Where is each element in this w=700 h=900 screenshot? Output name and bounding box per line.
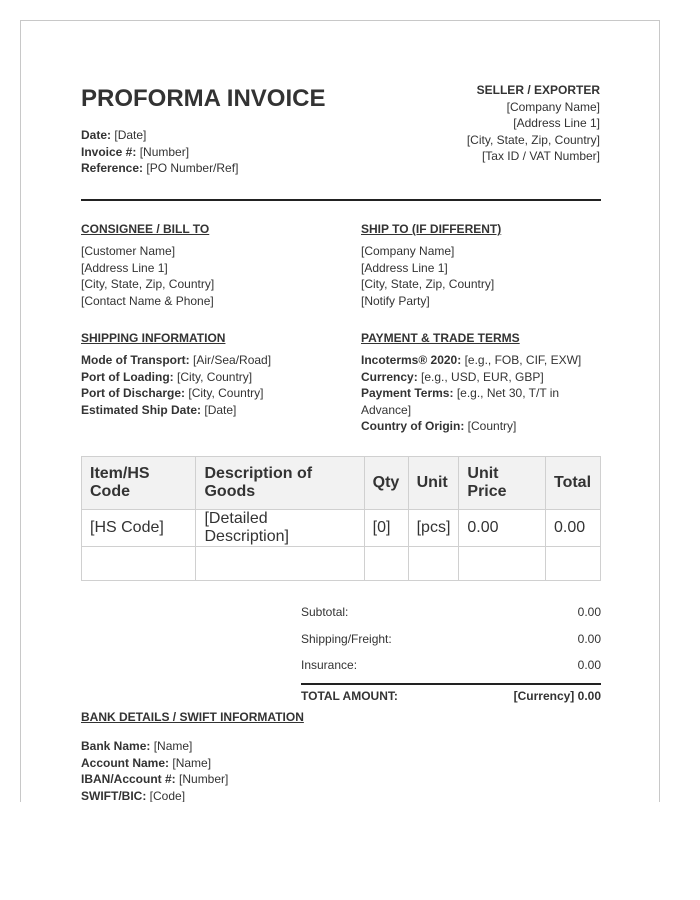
- seller-line: [Address Line 1]: [513, 116, 600, 130]
- table-cell: [459, 547, 546, 581]
- total-label: TOTAL AMOUNT:: [301, 688, 398, 703]
- meta-reference-label: Reference:: [81, 161, 144, 175]
- table-cell: [Detailed Description]: [196, 510, 364, 547]
- field-label: Country of Origin:: [361, 419, 465, 433]
- consignee-line: [Address Line 1]: [81, 260, 168, 275]
- subtotal-value: 0.00: [577, 605, 601, 619]
- field-label: Port of Discharge:: [81, 386, 186, 400]
- ship-to-block: [361, 243, 494, 309]
- meta-reference-value: [PO Number/Ref]: [146, 161, 239, 175]
- table-header-row: [82, 457, 601, 510]
- shipping-field: [81, 385, 271, 402]
- table-cell: 0.00: [459, 510, 546, 547]
- ship-to-line: [Company Name]: [361, 244, 455, 258]
- table-cell: 0.00: [545, 510, 600, 547]
- meta-date-value: [Date]: [114, 128, 147, 142]
- totals-block: [301, 605, 601, 715]
- field-label: Incoterms® 2020:: [361, 353, 462, 367]
- ship-to-line: [City, State, Zip, Country]: [361, 277, 495, 291]
- field-value: [City, Country]: [188, 386, 264, 400]
- header-divider: [81, 199, 601, 201]
- ship-to-line: [Notify Party]: [361, 293, 430, 308]
- shipping-value: 0.00: [577, 631, 601, 646]
- table-row: [82, 510, 601, 547]
- field-value: [e.g., FOB, CIF, EXW]: [464, 353, 582, 367]
- bank-block: [81, 738, 228, 802]
- shipping-field: [81, 402, 271, 419]
- seller-block: [467, 82, 600, 165]
- seller-line: [Tax ID / VAT Number]: [481, 149, 600, 163]
- column-header: Unit: [408, 457, 459, 510]
- consignee-block: [81, 243, 214, 309]
- subtotal-label: Subtotal:: [301, 605, 349, 619]
- table-cell: [HS Code]: [82, 510, 196, 547]
- invoice-meta: [81, 127, 238, 177]
- seller-line: [Company Name]: [506, 99, 600, 114]
- field-label: Mode of Transport:: [81, 353, 190, 367]
- meta-date-label: Date:: [81, 128, 112, 142]
- total-row: [301, 683, 601, 716]
- field-value: [Date]: [204, 402, 237, 417]
- invoice-title: PROFORMA INVOICE: [81, 85, 326, 112]
- field-value: [Name]: [153, 739, 193, 753]
- ship-to-heading: SHIP TO (IF DIFFERENT): [361, 222, 502, 236]
- consignee-line: [Customer Name]: [81, 244, 176, 258]
- bank-field: [81, 788, 228, 803]
- column-header: Qty: [364, 457, 408, 510]
- seller-line: [City, State, Zip, Country]: [466, 132, 600, 147]
- field-value: [Number]: [179, 772, 229, 786]
- bank-field: [81, 755, 228, 772]
- field-label: Port of Loading:: [81, 369, 174, 384]
- seller-heading: SELLER / EXPORTER: [476, 83, 600, 97]
- table-cell: [196, 547, 364, 581]
- payment-heading: PAYMENT & TRADE TERMS: [361, 331, 520, 345]
- meta-invoice-number: [81, 144, 238, 161]
- subtotal-row: [301, 605, 601, 632]
- meta-invoice-value: [Number]: [139, 144, 190, 159]
- meta-invoice-label: Invoice #:: [81, 144, 137, 159]
- payment-field: [361, 352, 581, 369]
- table-cell: [545, 547, 600, 581]
- payment-field: [361, 418, 581, 435]
- total-value: [Currency] 0.00: [513, 688, 601, 703]
- insurance-row: [301, 658, 601, 685]
- column-header: Total: [545, 457, 600, 510]
- table-cell: [82, 547, 196, 581]
- table-cell: [408, 547, 459, 581]
- items-table: [81, 456, 601, 581]
- payment-field-continued: Advance]: [361, 402, 412, 417]
- insurance-label: Insurance:: [301, 658, 358, 672]
- payment-block: [361, 352, 581, 435]
- field-label: Estimated Ship Date:: [81, 402, 202, 417]
- column-header: Unit Price: [459, 457, 546, 510]
- insurance-value: 0.00: [577, 658, 601, 672]
- field-label: Currency:: [361, 369, 418, 384]
- table-cell: [364, 547, 408, 581]
- shipping-field: [81, 352, 271, 369]
- bank-heading: BANK DETAILS / SWIFT INFORMATION: [81, 710, 304, 724]
- shipping-heading: SHIPPING INFORMATION: [81, 331, 226, 345]
- field-label: Bank Name:: [81, 739, 151, 753]
- meta-reference: [81, 160, 238, 177]
- ship-to-line: [Address Line 1]: [361, 260, 448, 275]
- field-value: [Name]: [172, 755, 212, 770]
- shipping-row: [301, 632, 601, 659]
- table-cell: [pcs]: [408, 510, 459, 547]
- shipping-block: [81, 352, 271, 418]
- field-value: [Code]: [149, 788, 186, 802]
- field-value: [City, Country]: [177, 369, 253, 384]
- meta-date: [81, 127, 238, 144]
- column-header: Description of Goods: [196, 457, 364, 510]
- shipping-field: [81, 369, 271, 386]
- shipping-label: Shipping/Freight:: [301, 631, 392, 646]
- table-row: [82, 547, 601, 581]
- payment-field: [361, 369, 581, 386]
- field-value: [Air/Sea/Road]: [193, 353, 272, 367]
- invoice-page: [20, 20, 660, 802]
- field-label: Account Name:: [81, 755, 170, 770]
- field-value: [Country]: [467, 419, 517, 433]
- consignee-line: [City, State, Zip, Country]: [81, 277, 215, 291]
- table-cell: [0]: [364, 510, 408, 547]
- column-header: Item/HS Code: [82, 457, 196, 510]
- field-label: Payment Terms:: [361, 386, 454, 400]
- bank-field: [81, 738, 228, 755]
- field-label: IBAN/Account #:: [81, 772, 176, 786]
- field-value: [e.g., Net 30, T/T in: [456, 386, 560, 400]
- payment-field: [361, 385, 581, 402]
- bank-field: [81, 771, 228, 788]
- field-value: [e.g., USD, EUR, GBP]: [421, 369, 544, 384]
- consignee-line: [Contact Name & Phone]: [81, 293, 214, 308]
- field-label: SWIFT/BIC:: [81, 788, 147, 802]
- consignee-heading: CONSIGNEE / BILL TO: [81, 222, 210, 236]
